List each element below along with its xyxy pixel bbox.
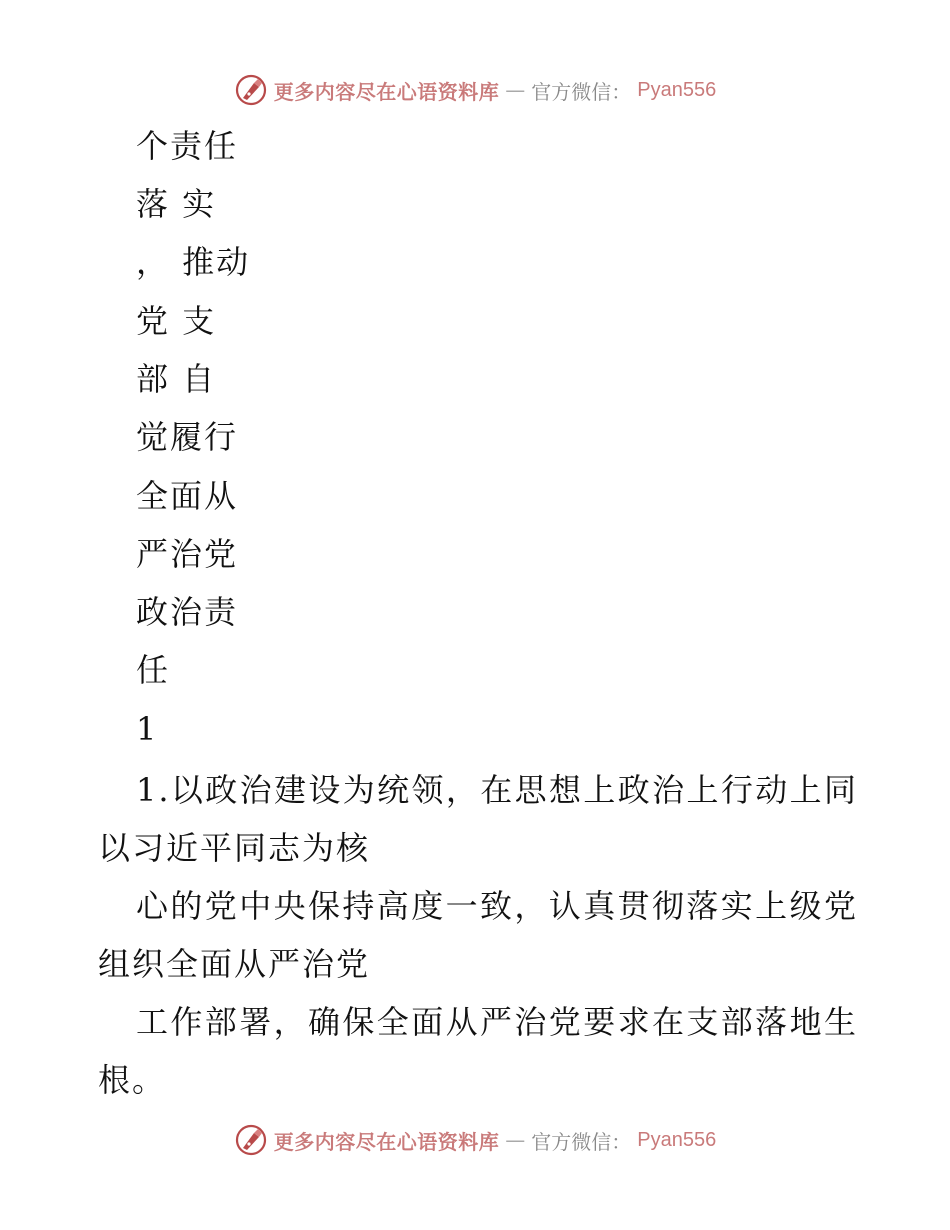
paragraph: 工作部署，确保全面从严治党要求在支部落地生根。 [98,1003,858,1099]
page-number-text: 1 [136,710,159,748]
text-line: 严治党 [136,535,239,573]
text-line: 全面从 [136,477,239,515]
brand-text: 更多内容尽在心语资料库 [273,79,500,104]
text-line: 党 支 [136,302,217,340]
wechat-id: Pyan556 [637,1128,717,1151]
pen-nib-logo-icon [234,1123,268,1157]
text-line: 政治责 [136,593,239,631]
wechat-id: Pyan556 [637,78,717,101]
pen-nib-logo-icon [234,73,268,107]
text-line: ， 推动 [136,243,251,281]
text-line: 任 [136,651,171,689]
brand-text: 更多内容尽在心语资料库 [273,1129,500,1154]
header-banner [0,70,950,110]
text-line: 个责任 [136,127,239,165]
text-line: 部 自 [136,360,217,398]
separator-dash: — [505,78,526,102]
text-line: 落 实 [136,185,217,223]
wechat-label: 官方微信： [531,79,632,104]
footer-banner [0,1120,950,1160]
separator-dash: — [505,1128,526,1152]
wechat-label: 官方微信： [531,1129,632,1154]
paragraph: 1.以政治建设为统领，在思想上政治上行动上同以习近平同志为核 [98,771,858,867]
paragraph: 心的党中央保持高度一致，认真贯彻落实上级党组织全面从严治党 [98,887,858,983]
text-line: 觉履行 [136,418,239,456]
